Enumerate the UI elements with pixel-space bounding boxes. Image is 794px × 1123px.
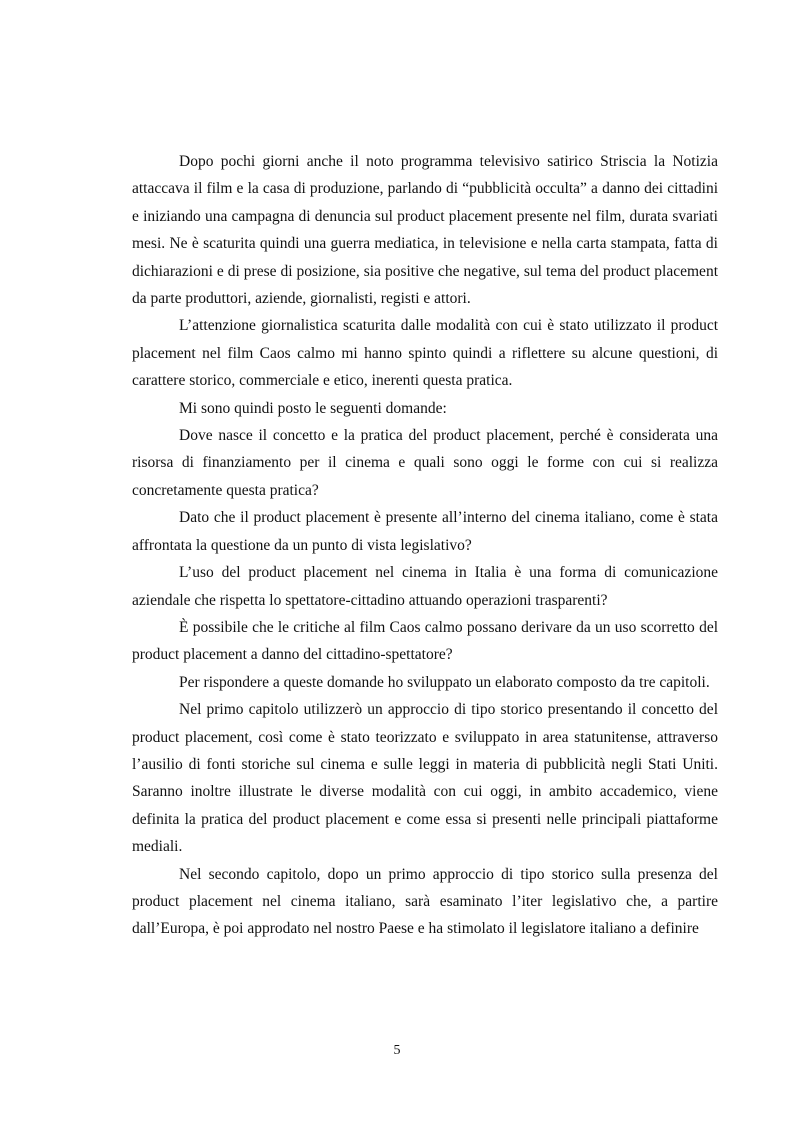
- paragraph-6: L’uso del product placement nel cinema in Italia è una forma di comunicazione aziendale che rispetta lo spettatore-cittadino attuando operazioni trasparenti?: [132, 564, 718, 609]
- paragraph-8: Per rispondere a queste domande ho sviluppato un elaborato composto da tre capitoli.: [179, 673, 710, 691]
- paragraph-5: Dato che il product placement è presente all’interno del cinema italiano, come è stata affrontata la questione da un punto di vista legislativo?: [132, 509, 718, 554]
- paragraph-4: Dove nasce il concetto e la pratica del product placement, perché è considerata una risorsa di finanziamento per il cinema e quali sono oggi le forme con cui si realizza concretamente questa pratica?: [132, 427, 718, 499]
- paragraph-1: Dopo pochi giorni anche il noto programma televisivo satirico Striscia la Notizia attaccava il film e la casa di produzione, parlando di “pubblicità occulta” a danno dei cittadini e iniziando una campagna di denuncia sul product placement presente nel film, durata svariati mesi. Ne è scaturita quindi una guerra mediatica, in televisione e nella carta stampata, fatta di dichiarazioni e di prese di posizione, sia positive che negative, sul tema del product placement da parte produttori, aziende, giornalisti, registi e attori.: [132, 153, 718, 308]
- paragraph-7: È possibile che le critiche al film Caos calmo possano derivare da un uso scorretto del product placement a danno del cittadino-spettatore?: [132, 618, 718, 664]
- body-text: [132, 148, 718, 943]
- paragraph-2: L’attenzione giornalistica scaturita dalle modalità con cui è stato utilizzato il product placement nel film Caos calmo mi hanno spinto quindi a riflettere su alcune questioni, di carattere storico, commerciale e etico, inerenti questa pratica.: [132, 317, 718, 390]
- paragraph-3: Mi sono quindi posto le seguenti domande:: [179, 399, 447, 417]
- page-number: 5: [393, 1043, 401, 1058]
- paragraph-9: Nel primo capitolo utilizzerò un approccio di tipo storico presentando il concetto del product placement, così come è stato teorizzato e sviluppato in area statunitense, attraverso l’ausilio di fonti storiche sul cinema e sulle leggi in materia di pubblicità negli Stati Uniti. Saranno inoltre illustrate le diverse modalità con cui oggi, in ambito accademico, viene definita la pratica del product placement e come essa si presenti nelle principali piattaforme mediali.: [132, 701, 718, 856]
- paragraph-10: Nel secondo capitolo, dopo un primo approccio di tipo storico sulla presenza del product placement nel cinema italiano, sarà esaminato l’iter legislativo che, a partire dall’Europa, è poi approdato nel nostro Paese e ha stimolato il legislatore italiano a definire: [132, 865, 718, 938]
